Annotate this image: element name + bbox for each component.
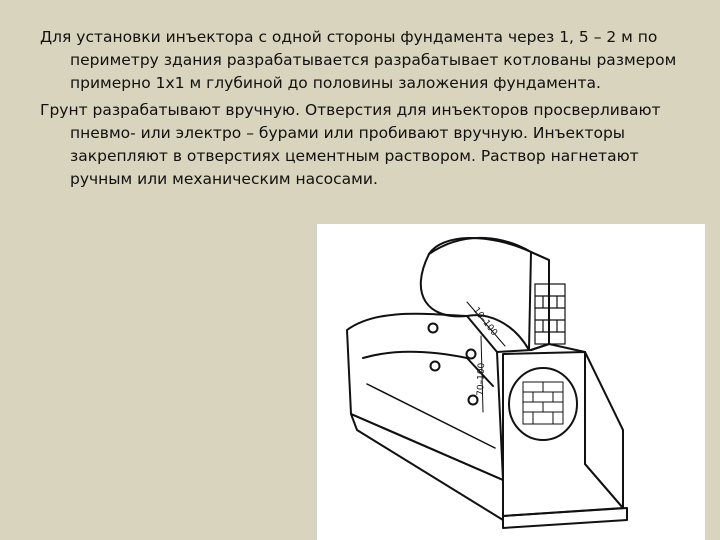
paragraph-excavation: Для установки инъектора с одной стороны фундамента через 1, 5 – 2 м по периметру здания разрабатывается разрабатывает котлованы размером примерно 1х1 м глубиной до половины заложения фундамента. — [40, 28, 677, 92]
pedestal-top — [497, 344, 585, 352]
circular-opening — [509, 368, 577, 440]
wall-right-face — [531, 252, 549, 350]
foundation-slope-lower-edge — [351, 414, 503, 520]
text-block — [40, 26, 700, 195]
injector-hole-4 — [469, 396, 478, 405]
wall-left-face — [421, 238, 531, 350]
dimension-label-top: 10–100 — [470, 305, 499, 338]
base-step-front — [503, 508, 627, 528]
pedestal-right-face — [585, 352, 623, 508]
injector-hole-2 — [467, 350, 476, 359]
paragraph-drilling: Грунт разрабатывают вручную. Отверстия для инъекторов просверливают пневмо- или электро – бурами или пробивают вручную. Инъекторы закрепляют в отверстиях цементным раствором. Раствор нагнетают ручным или механическим насосами. — [40, 101, 661, 188]
injector-hole-3 — [431, 362, 440, 371]
injector-holes — [429, 324, 478, 405]
dimension-label-side: 70–100 — [476, 362, 488, 397]
injector-hole-1 — [429, 324, 438, 333]
foundation-injection-figure — [316, 224, 705, 540]
foundation-drawing — [317, 224, 705, 540]
